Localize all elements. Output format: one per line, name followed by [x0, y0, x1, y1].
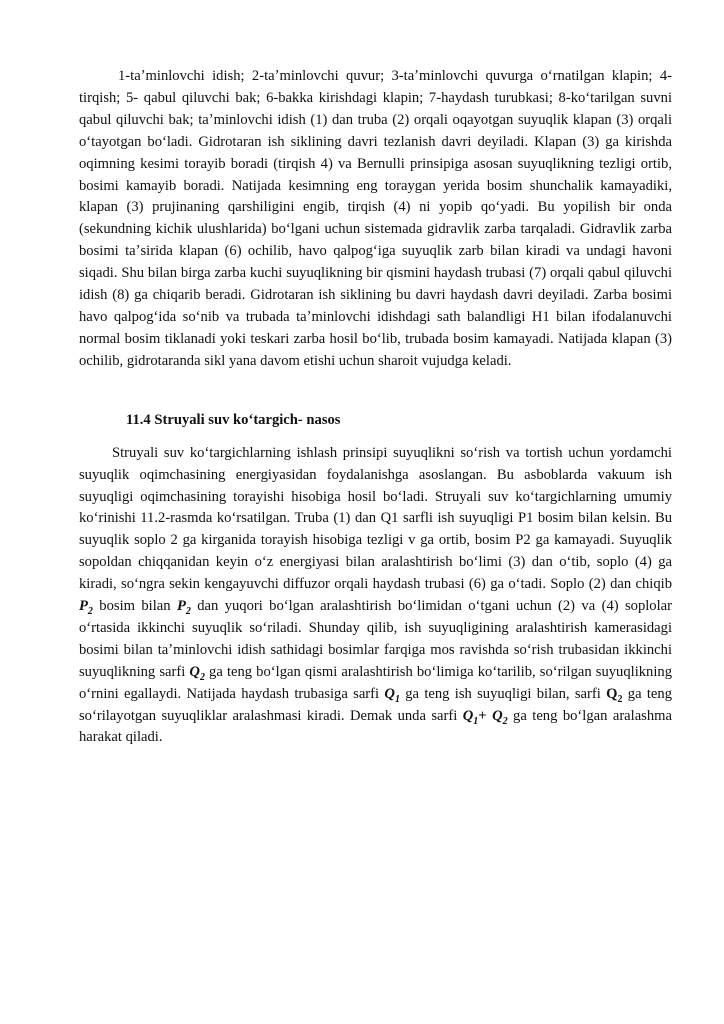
document-page: [79, 66, 672, 749]
symbol-p2: $P_2$: [79, 598, 93, 617]
symbol-q2: $Q_2$: [492, 707, 508, 727]
section-heading: 11.4 Struyali suv koʻtargich- nasos: [126, 411, 341, 428]
symbol-q1: $Q_1$: [384, 685, 400, 705]
symbol-p2: $P_2$: [176, 598, 191, 617]
symbol-q1: $Q_1$: [462, 707, 479, 727]
text-segment: ga teng boʻlgan qismi aralashtirish boʻlimiga koʻtarilib, soʻrilgan suyuqlikning oʻrnini egallaydi. Natijada haydash trubasiga sarfi: [79, 663, 672, 702]
text-segment: ga teng soʻrilayotgan suyuqliklar aralashmasi kiradi. Demak unda sarfi: [79, 685, 673, 724]
symbol-q2: $Q_2$: [606, 685, 623, 705]
text-segment: Struyali suv koʻtargichlarning ishlash prinsipi suyuqlikni soʻrish va tortish uchun yordamchi suyuqlik oqimchasining energiyasidan foydalanishga asoslangan. Bu asboblarda vakuum ish suyuqligi oqimchasining torayishi hisobiga hosil boʻladi. Struyali suv koʻtargichlarning umumiy koʻrinishi 11.2-rasmda koʻrsatilgan. Truba (1) dan Q1 sarfli ish suyuqligi P1 bosim bilan kelsin. Bu suyuqlik soplo 2 ga kirganida torayish hisobiga tezligi v ga ortib, bosim P2 ga kamayadi. Suyuqlik sopoldan chiqqanidan keyin oʻz energiyasi bilan aralashtirish boʻlimi (3) dan oʻtib, soplo (4) ga kiradi, soʻngra sekin kengayuvchi diffuzor orqali haydash trubasi (6) ga oʻtadi. Soplo (2) dan chiqib: [79, 444, 672, 593]
text-segment: bosim bilan: [92, 598, 177, 615]
symbol-q2: $Q_2$: [189, 663, 205, 683]
text-segment: dan yuqori boʻlgan aralashtirish boʻlimidan oʻtgani uchun (2) va (4) soplolar oʻrtasida ikkinchi suyuqlik soʻriladi. Shunday qilib, ish suyuqligining aralashtirish kamerasidagi bosimi bilan taʼminlovchi idish sathidagi bosimlar farqiga mos ravishda soʻrish trubasidan ikkinchi suyuqlikning sarfi: [79, 598, 672, 680]
paragraph-struyali: [79, 443, 672, 750]
text-segment: ga teng ish suyuqligi bilan, sarfi: [399, 685, 607, 702]
text-segment: ga teng boʻlgan aralashma harakat qiladi.: [79, 707, 672, 746]
plus-sign: +: [478, 707, 493, 724]
paragraph-gidrotaran: 1-taʼminlovchi idish; 2-taʼminlovchi quvur; 3-taʼminlovchi quvurga oʻrnatilgan klapin; 4- tirqish; 5- qabul qiluvchi bak; 6-bakka kirishdagi klapin; 7-haydash turubkasi; 8-koʻtarilgan suvni qabul qiluvchi bak; taʼminlovchi idish (1) dan truba (2) orqali oqayotgan suyuqlik klapan (3) orqali oʻtayotgan boʻladi. Gidrotaran ish siklining davri tezlanish davri deyiladi. Klapan (3) ga kirishda oqimning kesimi torayib boradi (tirqish 4) va Bernulli prinsipiga asosan suyuqlikning tezligi ortib, bosimi kamayib boradi. Natijada kesimning eng toraygan yerida bosim shunchalik kamayadiki, klapan (3) prujinaning qarshiligini engib, tirqish (4) ni yopib qoʻyadi. Bu yopilish bir onda (sekundning kichik ulushlarida) boʻlgani uchun sistemada gidravlik zarba tarqaladi. Gidravlik zarba bosimi taʼsirida klapan (6) ochilib, havo qalpogʻiga suyuqlik zarb bilan kiradi va undagi havoni siqadi. Shu bilan birga zarba kuchi suyuqlikning bir qismini haydash trubasi (7) orqali qabul qiluvchi idish (8) ga chiqarib beradi. Gidrotaran ish siklining bu davri haydash davri deyiladi. Zarba bosimi havo qalpogʻida soʻnib va trubada taʼminlovchi idishdagi sath balandligi H1 bilan ifodalanuvchi normal bosim tiklanadi yoki teskari zarba hosil boʻlib, trubada bosim kamayadi. Natijada klapan (3) ochilib, gidrotaranda sikl yana davom etishi uchun sharoit vujudga keladi.: [79, 68, 672, 369]
